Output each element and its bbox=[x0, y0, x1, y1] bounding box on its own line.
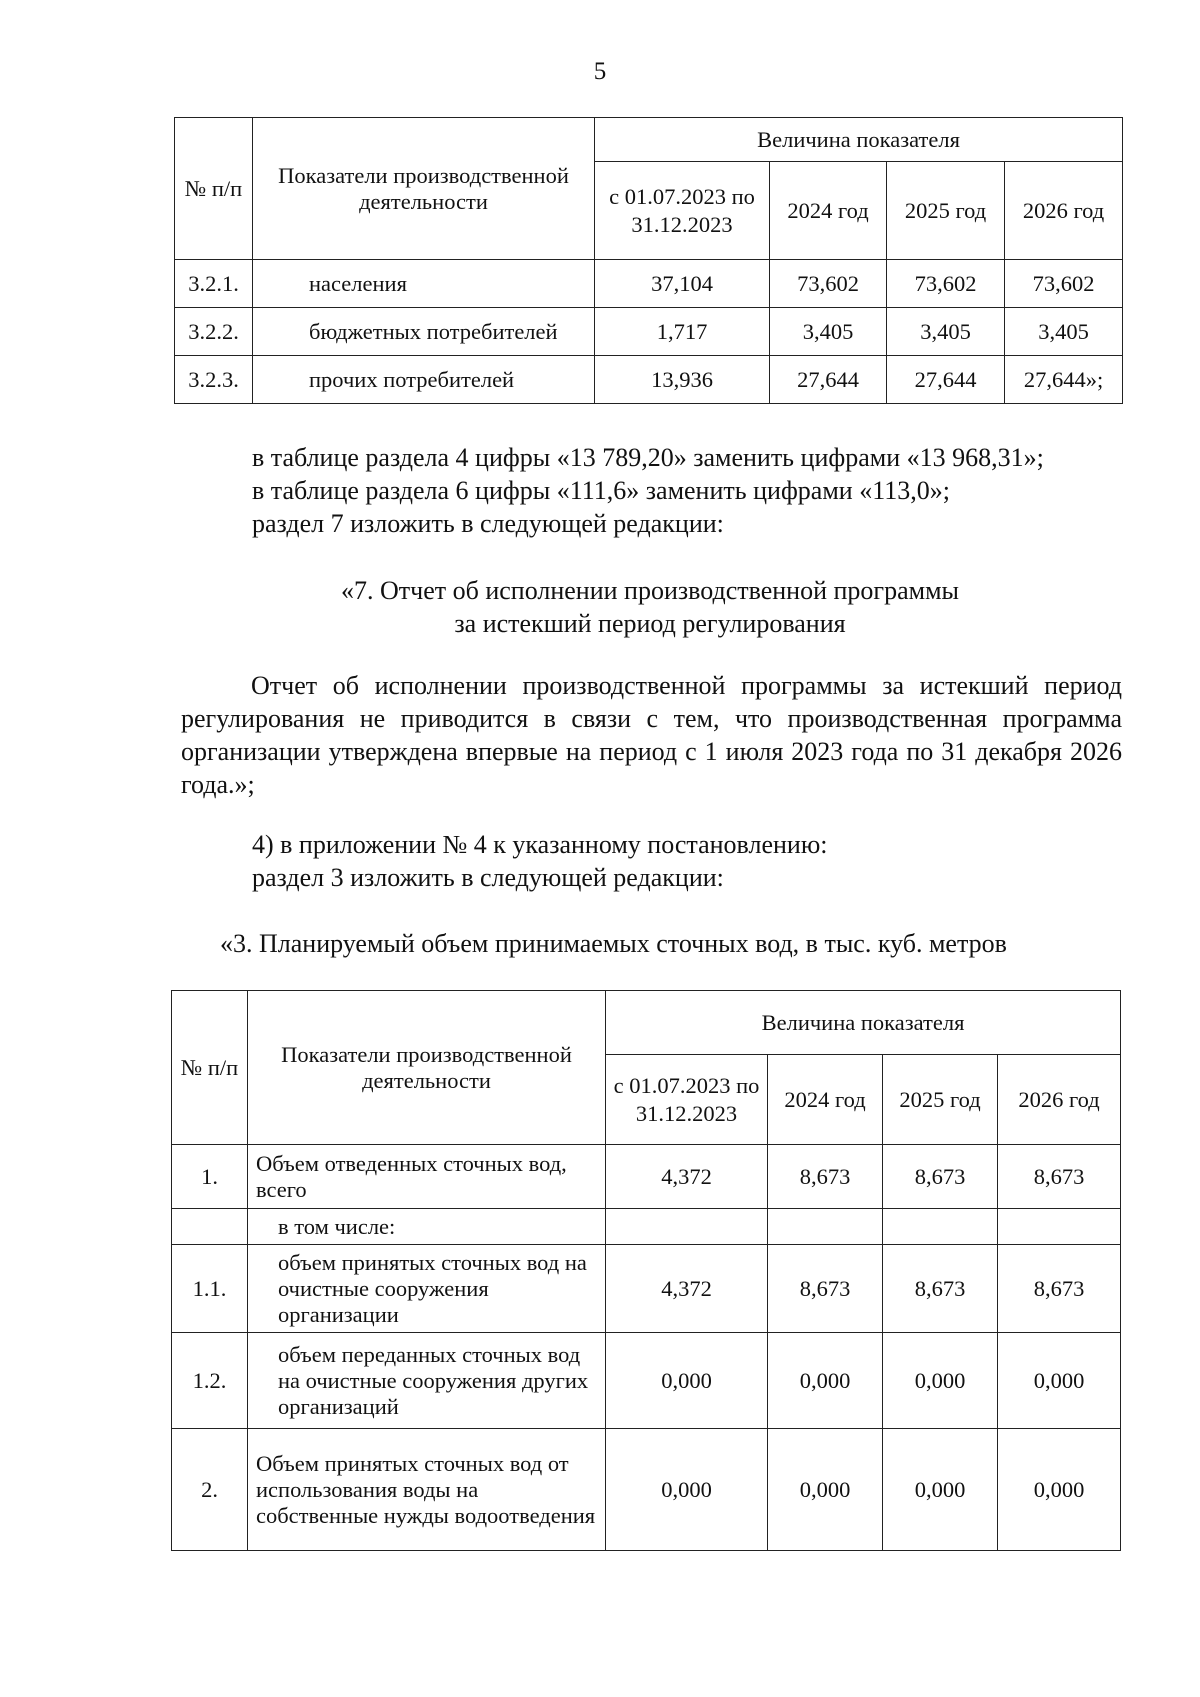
row-label: Объем принятых сточных вод от использования воды на собственные нужды водоотведения bbox=[248, 1429, 606, 1551]
value-period: 0,000 bbox=[606, 1333, 768, 1429]
row-label: объем принятых сточных вод на очистные сооружения организации bbox=[248, 1245, 606, 1333]
row-num: 1. bbox=[172, 1145, 248, 1209]
section-7-title-line-1: «7. Отчет об исполнении производственной программы bbox=[340, 576, 960, 605]
header-year-2025: 2025 год bbox=[887, 162, 1005, 260]
table-row bbox=[175, 308, 1123, 356]
value-2024: 3,405 bbox=[770, 308, 887, 356]
value-2026: 0,000 bbox=[998, 1429, 1121, 1551]
table-production-indicators bbox=[174, 117, 1123, 404]
value-2024: 0,000 bbox=[768, 1333, 883, 1429]
value-2024: 8,673 bbox=[768, 1245, 883, 1333]
header-indicator: Показатели производственной деятельности bbox=[248, 991, 606, 1145]
table-row bbox=[172, 1145, 1121, 1209]
row-num: 1.1. bbox=[172, 1245, 248, 1333]
header-year-2026: 2026 год bbox=[998, 1055, 1121, 1145]
header-num: № п/п bbox=[172, 991, 248, 1145]
table-row bbox=[172, 1429, 1121, 1551]
row-label: прочих потребителей bbox=[253, 356, 595, 404]
section-7-title-line-2: за истекший период регулирования bbox=[454, 609, 846, 638]
value-period: 0,000 bbox=[606, 1429, 768, 1551]
value-2025: 8,673 bbox=[883, 1145, 998, 1209]
value-period: 4,372 bbox=[606, 1145, 768, 1209]
section-7-body: Отчет об исполнении производственной программы за истекший период регулирования не приводится в связи с тем, что производственная программа организации утверждена впервые на период с 1 июля 2023 года по 31 декабря 2026 года.»; bbox=[181, 671, 1122, 799]
value-2026: 8,673 bbox=[998, 1245, 1121, 1333]
amendment-line-2: в таблице раздела 6 цифры «111,6» заменить цифрами «113,0»; bbox=[252, 476, 950, 505]
row-num: 2. bbox=[172, 1429, 248, 1551]
value-period: 4,372 bbox=[606, 1245, 768, 1333]
table-row bbox=[172, 1333, 1121, 1429]
row-label: Объем отведенных сточных вод, всего bbox=[248, 1145, 606, 1209]
table-row bbox=[175, 260, 1123, 308]
header-year-2026: 2026 год bbox=[1005, 162, 1123, 260]
header-year-2025: 2025 год bbox=[883, 1055, 998, 1145]
value-period: 1,717 bbox=[595, 308, 770, 356]
row-num bbox=[172, 1209, 248, 1245]
value-2026: 27,644»; bbox=[1005, 356, 1123, 404]
value-2025: 8,673 bbox=[883, 1245, 998, 1333]
row-label: бюджетных потребителей bbox=[253, 308, 595, 356]
row-num: 3.2.3. bbox=[175, 356, 253, 404]
row-label: объем переданных сточных вод на очистные сооружения других организаций bbox=[248, 1333, 606, 1429]
value-2025: 27,644 bbox=[887, 356, 1005, 404]
row-num: 1.2. bbox=[172, 1333, 248, 1429]
value-2025 bbox=[883, 1209, 998, 1245]
row-num: 3.2.1. bbox=[175, 260, 253, 308]
table-row bbox=[175, 356, 1123, 404]
item-4-line-1: 4) в приложении № 4 к указанному постановлению: bbox=[252, 830, 828, 859]
table-row bbox=[172, 1209, 1121, 1245]
value-2024: 27,644 bbox=[770, 356, 887, 404]
row-label: в том числе: bbox=[248, 1209, 606, 1245]
amendment-line-3: раздел 7 изложить в следующей редакции: bbox=[252, 509, 724, 538]
value-2026: 3,405 bbox=[1005, 308, 1123, 356]
item-4-line-2: раздел 3 изложить в следующей редакции: bbox=[252, 863, 724, 892]
value-2025: 0,000 bbox=[883, 1333, 998, 1429]
header-num: № п/п bbox=[175, 118, 253, 260]
table-wastewater-volume bbox=[171, 990, 1121, 1551]
amendment-line-1: в таблице раздела 4 цифры «13 789,20» заменить цифрами «13 968,31»; bbox=[252, 443, 1044, 472]
value-period: 37,104 bbox=[595, 260, 770, 308]
table-row bbox=[172, 1245, 1121, 1333]
value-2026: 0,000 bbox=[998, 1333, 1121, 1429]
header-year-2024: 2024 год bbox=[770, 162, 887, 260]
value-2025: 0,000 bbox=[883, 1429, 998, 1551]
value-period bbox=[606, 1209, 768, 1245]
header-period: с 01.07.2023 по 31.12.2023 bbox=[595, 162, 770, 260]
value-2024 bbox=[768, 1209, 883, 1245]
value-period: 13,936 bbox=[595, 356, 770, 404]
header-year-2024: 2024 год bbox=[768, 1055, 883, 1145]
section-3-title: «3. Планируемый объем принимаемых сточных вод, в тыс. куб. метров bbox=[220, 929, 1007, 958]
row-num: 3.2.2. bbox=[175, 308, 253, 356]
value-2024: 0,000 bbox=[768, 1429, 883, 1551]
row-label: населения bbox=[253, 260, 595, 308]
value-2026: 8,673 bbox=[998, 1145, 1121, 1209]
value-2026: 73,602 bbox=[1005, 260, 1123, 308]
value-2024: 73,602 bbox=[770, 260, 887, 308]
header-period: с 01.07.2023 по 31.12.2023 bbox=[606, 1055, 768, 1145]
header-value: Величина показателя bbox=[595, 118, 1123, 162]
value-2025: 73,602 bbox=[887, 260, 1005, 308]
value-2026 bbox=[998, 1209, 1121, 1245]
header-indicator: Показатели производственной деятельности bbox=[253, 118, 595, 260]
page-number: 5 bbox=[593, 58, 607, 85]
value-2025: 3,405 bbox=[887, 308, 1005, 356]
header-value: Величина показателя bbox=[606, 991, 1121, 1055]
value-2024: 8,673 bbox=[768, 1145, 883, 1209]
